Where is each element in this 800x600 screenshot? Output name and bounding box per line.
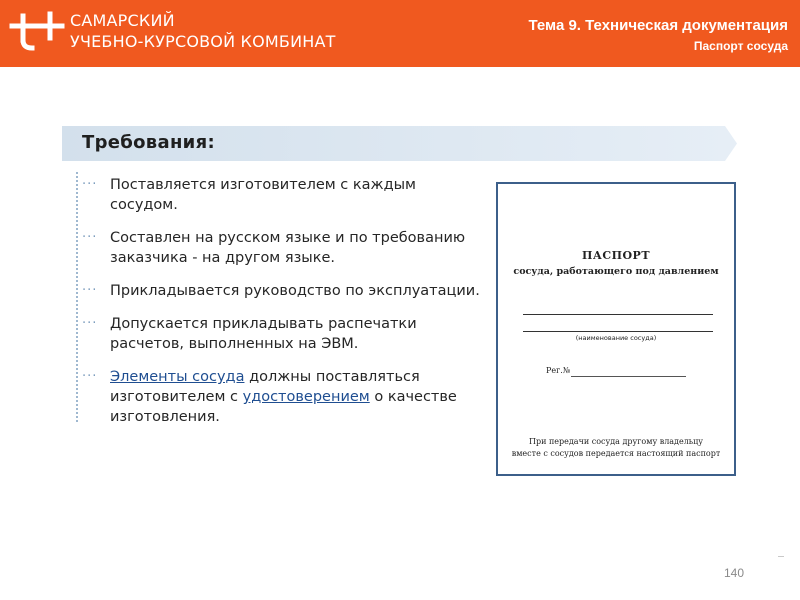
bullet-marker: ··· [82, 283, 98, 298]
passport-name-line [523, 331, 713, 332]
topic-title: Тема 9. Техническая документация [528, 17, 788, 34]
corner-mark [778, 556, 784, 557]
passport-field-note: (наименование сосуда) [575, 334, 657, 342]
list-item-text: Допускается прикладывать распечатки расчетов, выполненных на ЭВМ. [110, 316, 417, 352]
page-number: 140 [724, 566, 745, 580]
org-name-line1: САМАРСКИЙ [70, 11, 175, 30]
bullet-marker: ··· [82, 369, 98, 384]
passport-reg-line [571, 376, 686, 377]
topic-subtitle: Паспорт сосуда [693, 39, 788, 53]
list-item [82, 367, 482, 427]
passport-subtitle: сосуда, работающего под давлением [513, 266, 719, 277]
list-item-text: Прикладывается руководство по эксплуатации. [110, 283, 480, 299]
bullet-marker: ··· [82, 177, 98, 192]
list-item [82, 281, 482, 301]
org-name [70, 10, 336, 52]
requirements-list [82, 175, 482, 440]
list-item [82, 175, 482, 215]
certificate-link[interactable]: удостоверением [242, 389, 370, 405]
header-bar [0, 0, 800, 67]
section-label: Требования: [82, 132, 215, 153]
list-item-text: должны поставляться изготовителем с [110, 369, 420, 405]
passport-footer-line1: При передачи сосуда другому владельцу [528, 437, 703, 446]
topic-block [528, 16, 788, 54]
list-item-text: Поставляется изготовителем с каждым сосудом. [110, 177, 417, 213]
passport-title: ПАСПОРТ [581, 249, 651, 262]
list-item [82, 314, 482, 354]
passport-reg-label: Рег.№ [546, 366, 571, 375]
t-plus-logo-icon [8, 10, 68, 54]
dotted-guide-line [76, 172, 78, 422]
bullet-marker: ··· [82, 316, 98, 331]
section-banner [62, 126, 737, 161]
vessel-elements-link[interactable]: Элементы сосуда [110, 369, 245, 385]
org-name-line2: УЧЕБНО-КУРСОВОЙ КОМБИНАТ [70, 32, 336, 51]
bullet-marker: ··· [82, 230, 98, 245]
passport-name-line [523, 314, 713, 315]
passport-footer-line2: вместе с сосудов передается настоящий паспорт [511, 449, 721, 458]
list-item [82, 228, 482, 268]
passport-cover-image [496, 182, 736, 476]
list-item-text: о качестве изготовления. [110, 389, 457, 425]
list-item-text: Составлен на русском языке и по требованию заказчика - на другом языке. [110, 230, 466, 266]
passport-footer [508, 436, 724, 460]
